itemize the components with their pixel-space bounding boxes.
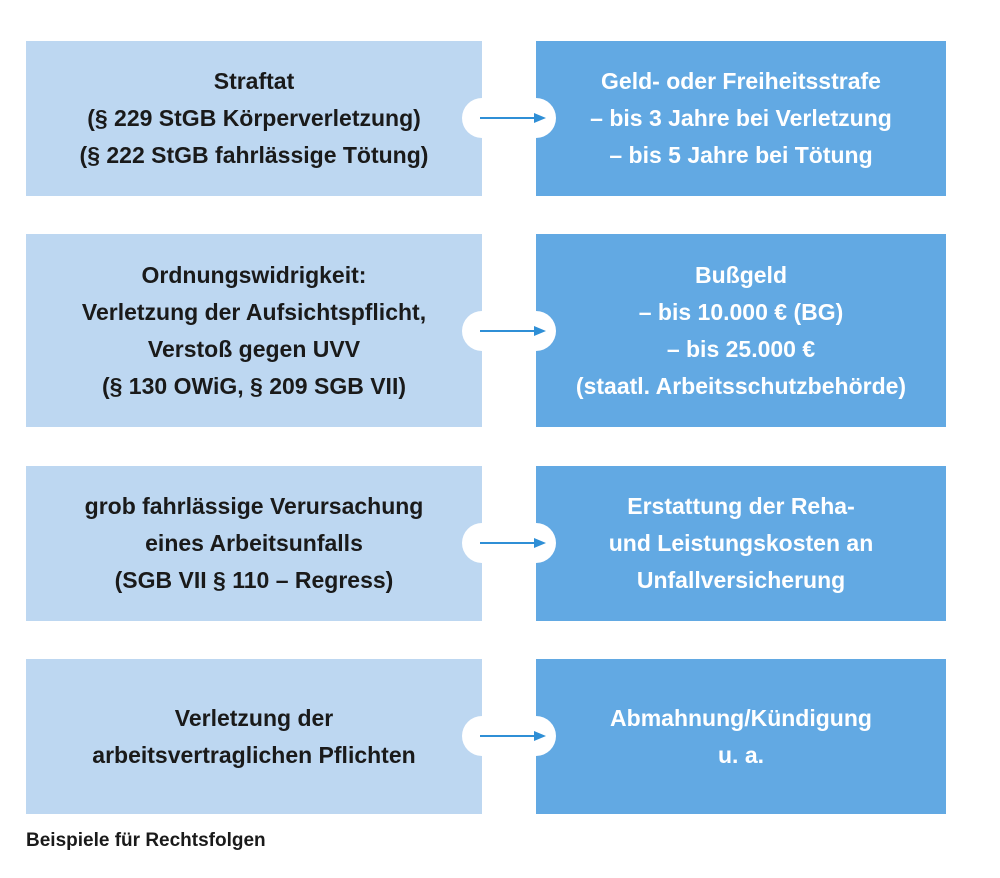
consequence-text: Geld- oder Freiheitsstrafe – bis 3 Jahre bei Verletzung – bis 5 Jahre bei Tötung xyxy=(590,68,892,168)
consequence-box-fine xyxy=(536,234,946,427)
arrow-right-icon xyxy=(462,98,556,138)
connector xyxy=(462,311,556,351)
offense-text: Ordnungswidrigkeit: Verletzung der Aufsichtspflicht, Verstoß gegen UVV (§ 130 OWiG, § 209 SGB VII) xyxy=(81,261,427,399)
connector xyxy=(462,523,556,563)
offense-box-negligence xyxy=(26,466,482,621)
consequence-box-dismissal xyxy=(536,659,946,814)
offense-box-administrative xyxy=(26,234,482,427)
consequence-text: Erstattung der Reha- und Leistungskosten an Unfallversicherung xyxy=(608,493,874,593)
offense-text: grob fahrlässige Verursachung eines Arbeitsunfalls (SGB VII § 110 – Regress) xyxy=(84,493,424,593)
offense-text: Verletzung der arbeitsvertraglichen Pflichten xyxy=(92,704,416,768)
offense-box-criminal xyxy=(26,41,482,196)
offense-text: Straftat (§ 229 StGB Körperverletzung) (§ 222 StGB fahrlässige Tötung) xyxy=(79,68,429,168)
consequence-box-reimbursement xyxy=(536,466,946,621)
consequence-box-penalty xyxy=(536,41,946,196)
arrow-right-icon xyxy=(462,716,556,756)
arrow-right-icon xyxy=(462,523,556,563)
consequence-text: Bußgeld – bis 10.000 € (BG) – bis 25.000 € (staatl. Arbeitsschutzbehörde) xyxy=(575,261,907,399)
offense-box-contract xyxy=(26,659,482,814)
connector xyxy=(462,98,556,138)
connector xyxy=(462,716,556,756)
figure-caption: Beispiele für Rechtsfolgen xyxy=(26,830,266,851)
consequence-text: Abmahnung/Kündigung u. a. xyxy=(610,704,872,768)
arrow-right-icon xyxy=(462,311,556,351)
